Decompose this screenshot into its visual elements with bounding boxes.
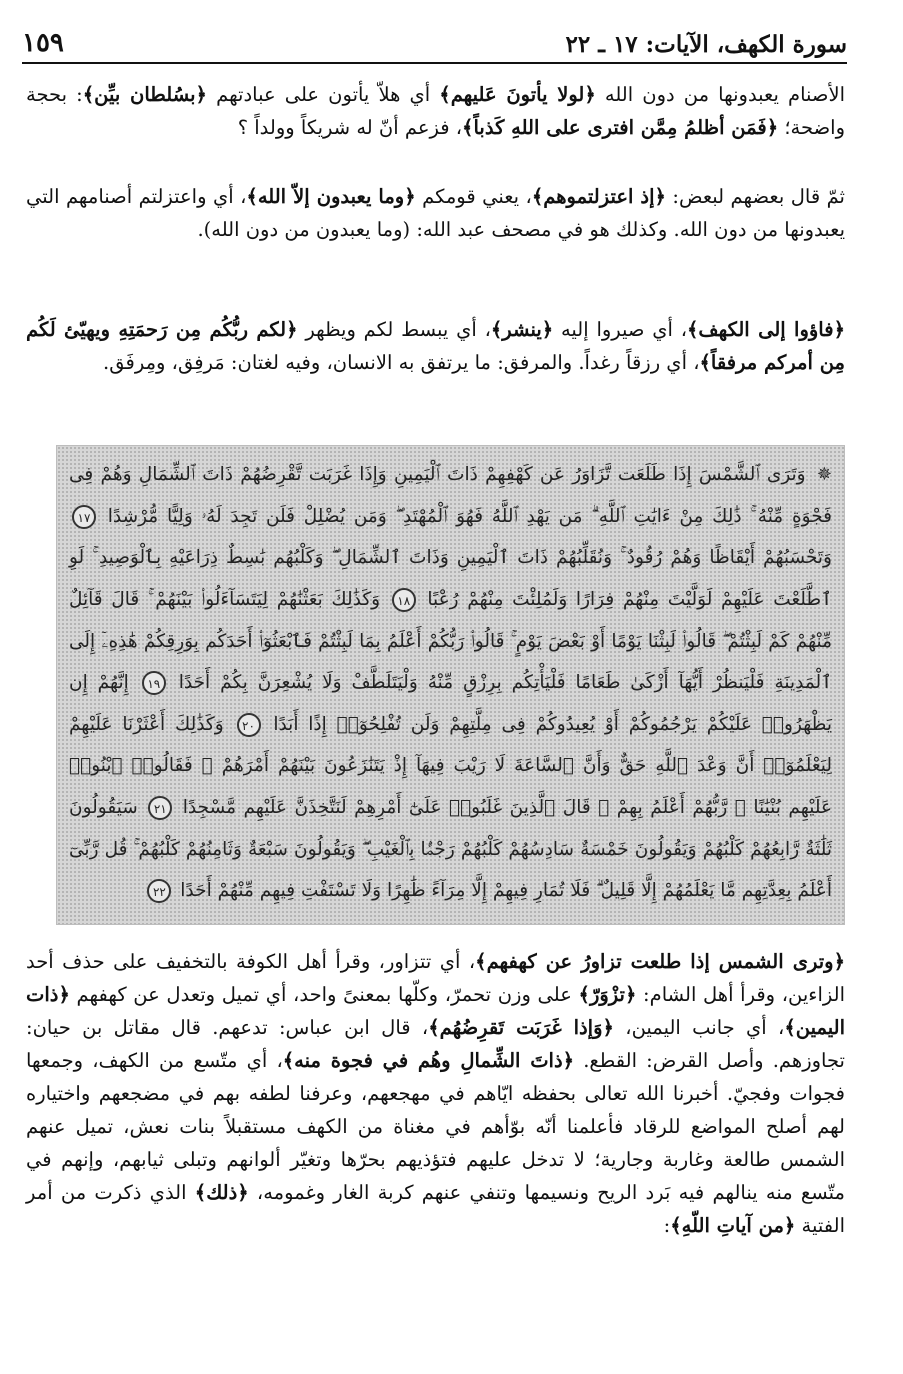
quran-verse-text: إِنَّهُمْ إِن يَظْهَرُوا۟ عَلَيْكُمْ يَرْجُمُوكُمْ أَوْ يُعِيدُوكُمْ فِى مِلَّتِهِمْ وَلَن تُفْلِحُوٓا۟ إِذًا أَبَدًا	[69, 672, 833, 735]
quoted-verse-text: ﴿تزْوَرّ﴾	[578, 983, 637, 1006]
quoted-verse-text: ﴿لولا يأتونَ عَليهم﴾	[439, 83, 596, 106]
verse-number-marker: ٢٠	[237, 713, 261, 737]
quoted-verse-text: ﴿ذاتَ الشِّمالِ وهُم في فجوة منه﴾	[282, 1049, 575, 1072]
quran-verses-box	[56, 445, 845, 925]
commentary-text: ، أي واعتزلتم أصنامهم التي يعبدونها من دون الله. وكذلك هو في مصحف عبد الله: (وما يعبدون من دون الله).	[26, 185, 845, 241]
quran-verse-text: وَكَذَٰلِكَ بَعَثْنَٰهُمْ لِيَتَسَآءَلُوا۟ بَيْنَهُمْ ۚ قَالَ قَآئِلٌ مِّنْهُمْ كَمْ لَبِثْتُمْ ۖ قَالُوا۟ لَبِثْنَا يَوْمًا أَوْ بَعْضَ يَوْمٍ ۚ قَالُوا۟ رَبُّكُمْ أَعْلَمُ بِمَا لَبِثْتُمْ فَٱبْعَثُوٓا۟ أَحَدَكُم بِوَرِقِكُمْ هَٰذِهِۦٓ إِلَى ٱلْمَدِينَةِ فَلْيَنظُرْ أَيُّهَآ أَزْكَىٰ طَعَامًا فَلْيَأْتِكُم بِرِزْقٍ مِّنْهُ وَلْيَتَلَطَّفْ وَلَا يُشْعِرَنَّ بِكُمْ أَحَدًا	[69, 588, 832, 694]
commentary-paragraph-1	[26, 78, 845, 144]
page-header	[22, 18, 847, 64]
commentary-text: ، أي جانب اليمين،	[613, 1016, 785, 1039]
quran-verse-text: سَيَقُولُونَ ثَلَٰثَةٌ رَّابِعُهُمْ كَلْبُهُمْ وَيَقُولُونَ خَمْسَةٌ سَادِسُهُمْ كَلْبُهُمْ رَجْمًۢا بِٱلْغَيْبِ ۖ وَيَقُولُونَ سَبْعَةٌ وَثَامِنُهُمْ كَلْبُهُمْ ۚ قُل رَّبِّىٓ أَعْلَمُ بِعِدَّتِهِم مَّا يَعْلَمُهُمْ إِلَّا قَلِيلٌ ۗ فَلَا تُمَارِ فِيهِمْ إِلَّا مِرَآءً ظَٰهِرًا وَلَا تَسْتَفْتِ فِيهِم مِّنْهُمْ أَحَدًا	[69, 796, 832, 902]
quoted-verse-text: ﴿فاؤوا إلى الكهف﴾	[687, 318, 845, 341]
commentary-text: الأصنام يعبدونها من دون الله	[595, 83, 845, 106]
commentary-text: ، يعني قومكم	[415, 185, 532, 208]
quoted-verse-text: ﴿وما يعبدون إلاّ الله﴾	[246, 185, 416, 208]
verse-number-marker: ٢١	[148, 796, 172, 820]
commentary-text: ، أي متّسع من الكهف، وجمعها فجوات وفجيّ. أخبرنا الله تعالى بحفظه ايّاهم في مهجعهم، وعرفنا لطفه بهم في مضجعهم واختياره لهم أصلح المواضع للرقاد فأعلمنا أنّه بوّأهم في مغناة من الكهف مستقبلاً بنات نعش، تميل عنهم الشمس طالعة وغاربة وجارية؛ لا تدخل عليهم فتؤذيهم بحرّها وتغيّر ألوانهم وتبلى ثيابهم، وإنهم في متّسع منه ينالهم فيه بَرد الريح ونسيمها وتنفي عنهم كربة الغار وغمومه،	[26, 1049, 845, 1204]
commentary-paragraph-3	[26, 313, 845, 379]
quoted-verse-text: ﴿فَمَن أظلمُ مِمَّن افترى على اللهِ كَذباً﴾	[462, 116, 779, 139]
page-number: ١٥٩	[22, 28, 64, 58]
quoted-verse-text: ﴿لكم ربُّكُم مِن رَحمَتِهِ ويهيّئ لَكُم مِن أمركم مرفقاً﴾	[26, 318, 845, 374]
commentary-paragraph-2	[26, 180, 845, 246]
quoted-verse-text: ﴿وترى الشمس إذا طلعت تزاورُ عن كهفهم﴾	[475, 950, 845, 973]
commentary-text: ، أي صيروا إليه	[553, 318, 687, 341]
commentary-text: الذي ذكرت من أمر الفتية	[26, 1181, 845, 1237]
quran-verse-text: وَتَحْسَبُهُمْ أَيْقَاظًا وَهُمْ رُقُودٌ ۚ وَنُقَلِّبُهُمْ ذَاتَ ٱلْيَمِينِ وَذَاتَ ٱلشِّمَالِ ۖ وَكَلْبُهُم بَٰسِطٌ ذِرَاعَيْهِ بِٱلْوَصِيدِ ۚ لَوِ ٱطَّلَعْتَ عَلَيْهِمْ لَوَلَّيْتَ مِنْهُمْ فِرَارًا وَلَمُلِئْتَ مِنْهُمْ رُعْبًا	[69, 547, 832, 610]
commentary-text: ، أي رزقاً رغداً. والمرفق: ما يرتفق به الانسان، وفيه لغتان: مَرفِق، ومِرفَق.	[103, 351, 700, 374]
commentary-text: على وزن تحمرّ، وكلّها بمعنىً واحد، أي تميل وتعدل عن كهفهم	[69, 983, 579, 1006]
verse-number-marker: ١٩	[142, 671, 166, 695]
quoted-verse-text: ﴿من آياتِ اللّهِ﴾	[670, 1214, 796, 1237]
commentary-paragraph-4	[26, 945, 845, 1242]
quran-verse-text: وَكَذَٰلِكَ أَعْثَرْنَا عَلَيْهِمْ لِيَعْلَمُوٓا۟ أَنَّ وَعْدَ ٱللَّهِ حَقٌّ وَأَنَّ ٱلسَّاعَةَ لَا رَيْبَ فِيهَآ إِذْ يَتَنَٰزَعُونَ بَيْنَهُمْ أَمْرَهُمْ ۖ فَقَالُوا۟ ٱبْنُوا۟ عَلَيْهِم بُنْيَٰنًا ۖ رَّبُّهُمْ أَعْلَمُ بِهِمْ ۚ قَالَ ٱلَّذِينَ غَلَبُوا۟ عَلَىٰٓ أَمْرِهِمْ لَنَتَّخِذَنَّ عَلَيْهِم مَّسْجِدًا	[69, 713, 832, 818]
quoted-verse-text: ﴿إذ اعتزلتموهم﴾	[531, 185, 666, 208]
commentary-text: أي هلاّ يأتون على عبادتهم	[206, 83, 440, 106]
commentary-text: ، قال ابن عباس: تدعهم. قال مقاتل بن حيان: تجاوزهم. وأصل القرض: القطع.	[26, 1016, 845, 1072]
verse-number-marker: ١٧	[72, 505, 96, 529]
commentary-text: :	[663, 1214, 671, 1237]
commentary-text: ، فزعم أنّ له شريكاً وولداً ؟	[237, 116, 463, 139]
quoted-verse-text: ﴿ذات اليمين﴾	[26, 983, 845, 1039]
verse-number-marker: ٢٢	[147, 879, 171, 903]
quoted-verse-text: ﴿ينشر﴾	[490, 318, 554, 341]
quran-verse-text: وَتَرَى ٱلشَّمْسَ إِذَا طَلَعَت تَّزَاوَرُ عَن كَهْفِهِمْ ذَاتَ ٱلْيَمِينِ وَإِذَا غَرَبَت تَّقْرِضُهُمْ ذَاتَ ٱلشِّمَالِ وَهُمْ فِى فَجْوَةٍ مِّنْهُ ۚ ذَٰلِكَ مِنْ ءَايَٰتِ ٱللَّهِ ۗ مَن يَهْدِ ٱللَّهُ فَهُوَ ٱلْمُهْتَدِ ۖ وَمَن يُضْلِلْ فَلَن تَجِدَ لَهُۥ وَلِيًّا مُّرْشِدًا	[69, 464, 832, 527]
quoted-verse-text: ﴿ذلك﴾	[194, 1181, 249, 1204]
verse-number-marker: ١٨	[392, 588, 416, 612]
commentary-text: ، أي تتزاور، وقرأ أهل الكوفة بالتخفيف على حذف أحد الزاءين، وقرأ أهل الشام:	[26, 950, 845, 1006]
quoted-verse-text: ﴿وَإذا غَرَبَت تَقرِضُهُم﴾	[428, 1016, 614, 1039]
commentary-text: : بحجة واضحة؛	[26, 83, 845, 139]
star-ornament-icon: ✵	[816, 464, 832, 486]
quoted-verse-text: ﴿بسُلطان بيِّن﴾	[82, 83, 207, 106]
commentary-text: ثمّ قال بعضهم لبعض:	[665, 185, 845, 208]
surah-title: سورة الكهف، الآيات: ١٧ ـ ٢٢	[565, 31, 847, 58]
commentary-text: ، أي يبسط لكم ويظهر	[297, 318, 491, 341]
